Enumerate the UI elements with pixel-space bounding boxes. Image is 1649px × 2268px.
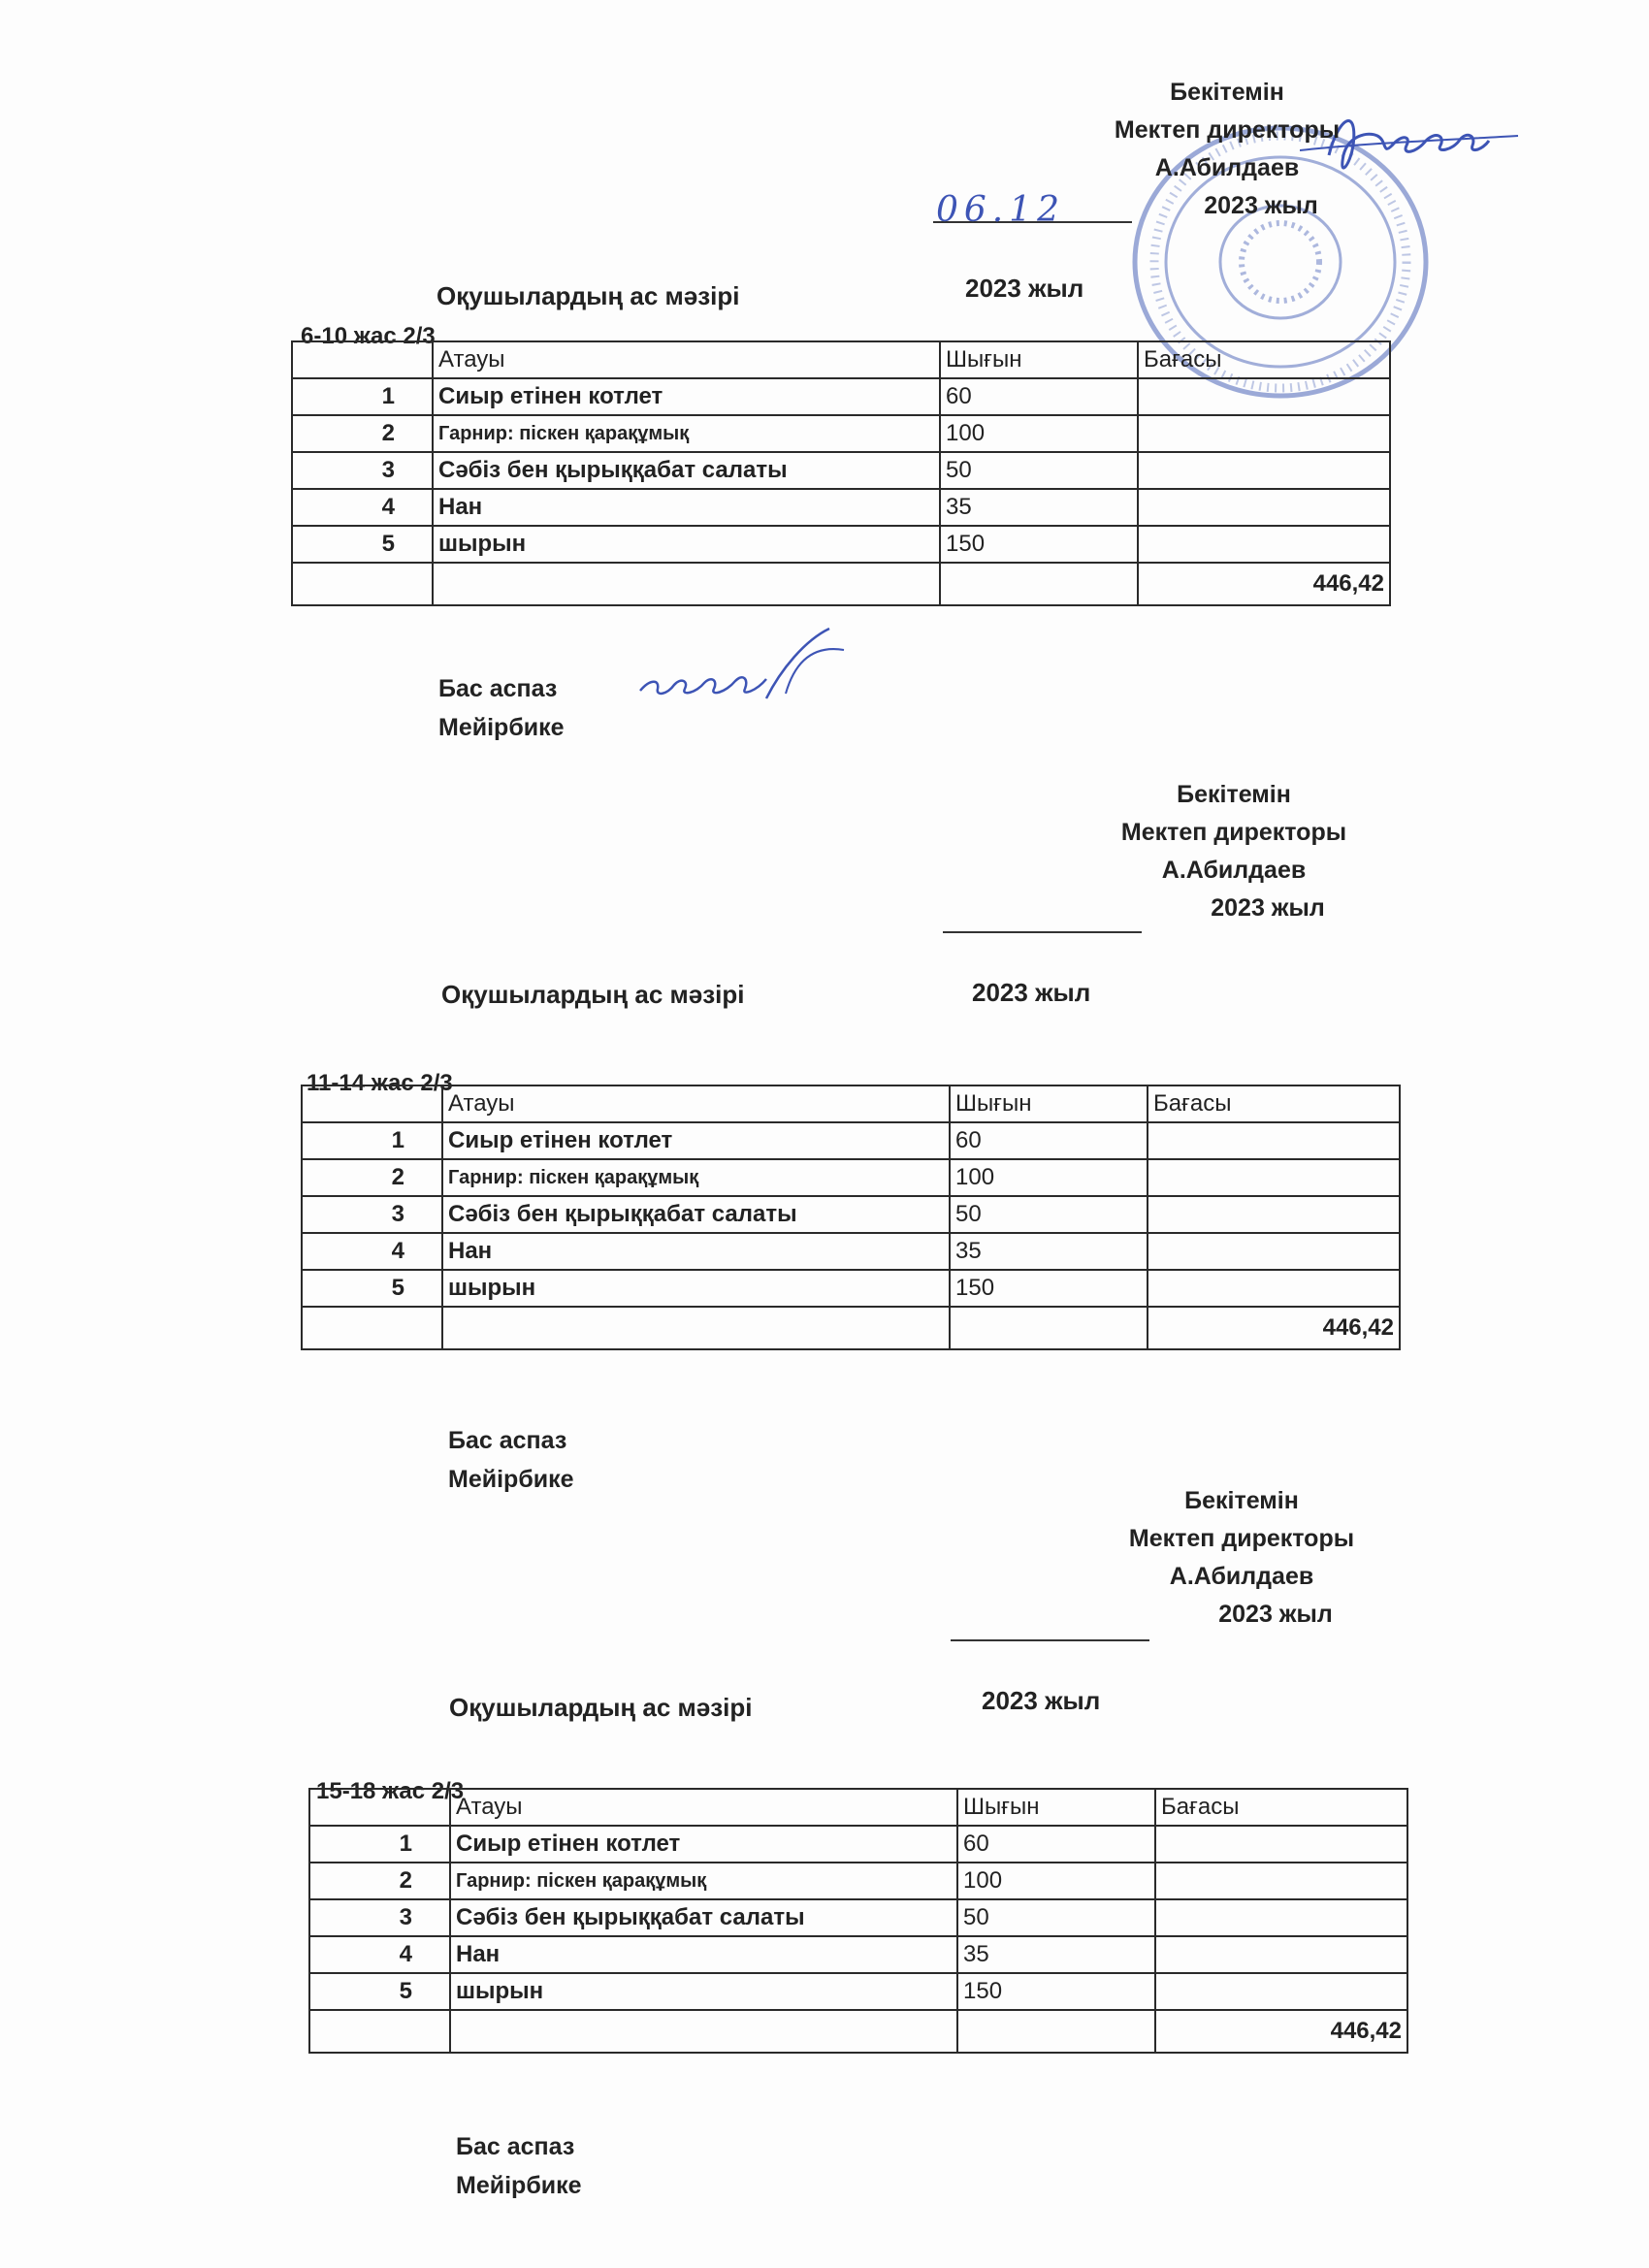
menu-table	[301, 1085, 1401, 1350]
table-row: 4 Нан 35	[309, 1936, 1407, 1973]
header-price: Бағасы	[1155, 1789, 1407, 1826]
handwritten-date: 06.12	[936, 190, 1066, 230]
approval-director-title: Мектеп директоры	[1120, 819, 1347, 846]
menu-table	[308, 1788, 1408, 2054]
table-header-row	[309, 1789, 1407, 1826]
age-group: 15-18 жас 2/3	[316, 1778, 465, 1804]
table-row: 3 Сәбіз бен қырыққабат салаты 50	[292, 452, 1390, 489]
menu-title: Оқушылардың ас мәзірі	[449, 1693, 753, 1722]
table-row: 4 Нан 35	[302, 1233, 1400, 1270]
approval-approve: Бекітемін	[1177, 781, 1291, 808]
nurse-label: Мейірбике	[448, 1466, 574, 1493]
approval-year: 2023 жыл	[1211, 894, 1325, 922]
nurse-label: Мейірбике	[438, 714, 565, 741]
table-row: 2 Гарнир: піскен қарақұмық 100	[292, 415, 1390, 452]
chef-label: Бас аспаз	[456, 2133, 575, 2160]
table-row: 2 Гарнир: піскен қарақұмық 100	[302, 1159, 1400, 1196]
total-price: 446,42	[1155, 2010, 1407, 2053]
header-name: Атауы	[442, 1085, 950, 1122]
table-row: 4 Нан 35	[292, 489, 1390, 526]
approval-director-name: А.Абилдаев	[1154, 154, 1300, 181]
header-name: Атауы	[450, 1789, 957, 1826]
approval-approve: Бекітемін	[1170, 79, 1284, 106]
approval-block	[1059, 776, 1408, 927]
header-qty: Шығын	[940, 341, 1138, 378]
approval-director-title: Мектеп директоры	[1128, 1525, 1355, 1552]
approval-block	[1067, 1482, 1416, 1634]
header-name: Атауы	[433, 341, 940, 378]
table-row: 5 шырын 150	[292, 526, 1390, 563]
header-qty: Шығын	[957, 1789, 1155, 1826]
signatures	[448, 1421, 574, 1499]
signatures	[456, 2127, 582, 2205]
total-row	[309, 2010, 1407, 2053]
approval-approve: Бекітемін	[1184, 1487, 1299, 1514]
table-row: 3 Сәбіз бен қырыққабат салаты 50	[302, 1196, 1400, 1233]
menu-year: 2023 жыл	[965, 274, 1084, 303]
date-line	[943, 931, 1142, 933]
approval-director-name: А.Абилдаев	[1169, 1563, 1314, 1590]
table-row: 5 шырын 150	[302, 1270, 1400, 1307]
menu-year: 2023 жыл	[982, 1686, 1101, 1715]
table-row: 5 шырын 150	[309, 1973, 1407, 2010]
header-price: Бағасы	[1148, 1085, 1400, 1122]
approval-director-title: Мектеп директоры	[1114, 116, 1341, 144]
chef-label: Бас аспаз	[438, 675, 558, 702]
menu-year: 2023 жыл	[972, 978, 1091, 1007]
menu-title: Оқушылардың ас мәзірі	[436, 281, 740, 310]
age-group: 11-14 жас 2/3	[307, 1070, 453, 1096]
chef-label: Бас аспаз	[448, 1427, 567, 1454]
approval-director-name: А.Абилдаев	[1161, 857, 1307, 884]
total-price: 446,42	[1148, 1307, 1400, 1349]
menu-title: Оқушылардың ас мәзірі	[441, 980, 745, 1009]
table-row: 1 Сиыр етінен котлет 60	[302, 1122, 1400, 1159]
nurse-label: Мейірбике	[456, 2172, 582, 2199]
table-row: 3 Сәбіз бен қырыққабат салаты 50	[309, 1899, 1407, 1936]
header-price: Бағасы	[1138, 341, 1390, 378]
age-group: 6-10 жас 2/3	[301, 323, 436, 349]
table-row: 2 Гарнир: піскен қарақұмық 100	[309, 1863, 1407, 1899]
total-row	[302, 1307, 1400, 1349]
header-qty: Шығын	[950, 1085, 1148, 1122]
total-price: 446,42	[1138, 563, 1390, 605]
date-line	[951, 1639, 1149, 1641]
table-row: 1 Сиыр етінен котлет 60	[292, 378, 1390, 415]
table-row: 1 Сиыр етінен котлет 60	[309, 1826, 1407, 1863]
table-header-row	[302, 1085, 1400, 1122]
approval-year: 2023 жыл	[1204, 192, 1318, 219]
approval-year: 2023 жыл	[1218, 1601, 1333, 1628]
